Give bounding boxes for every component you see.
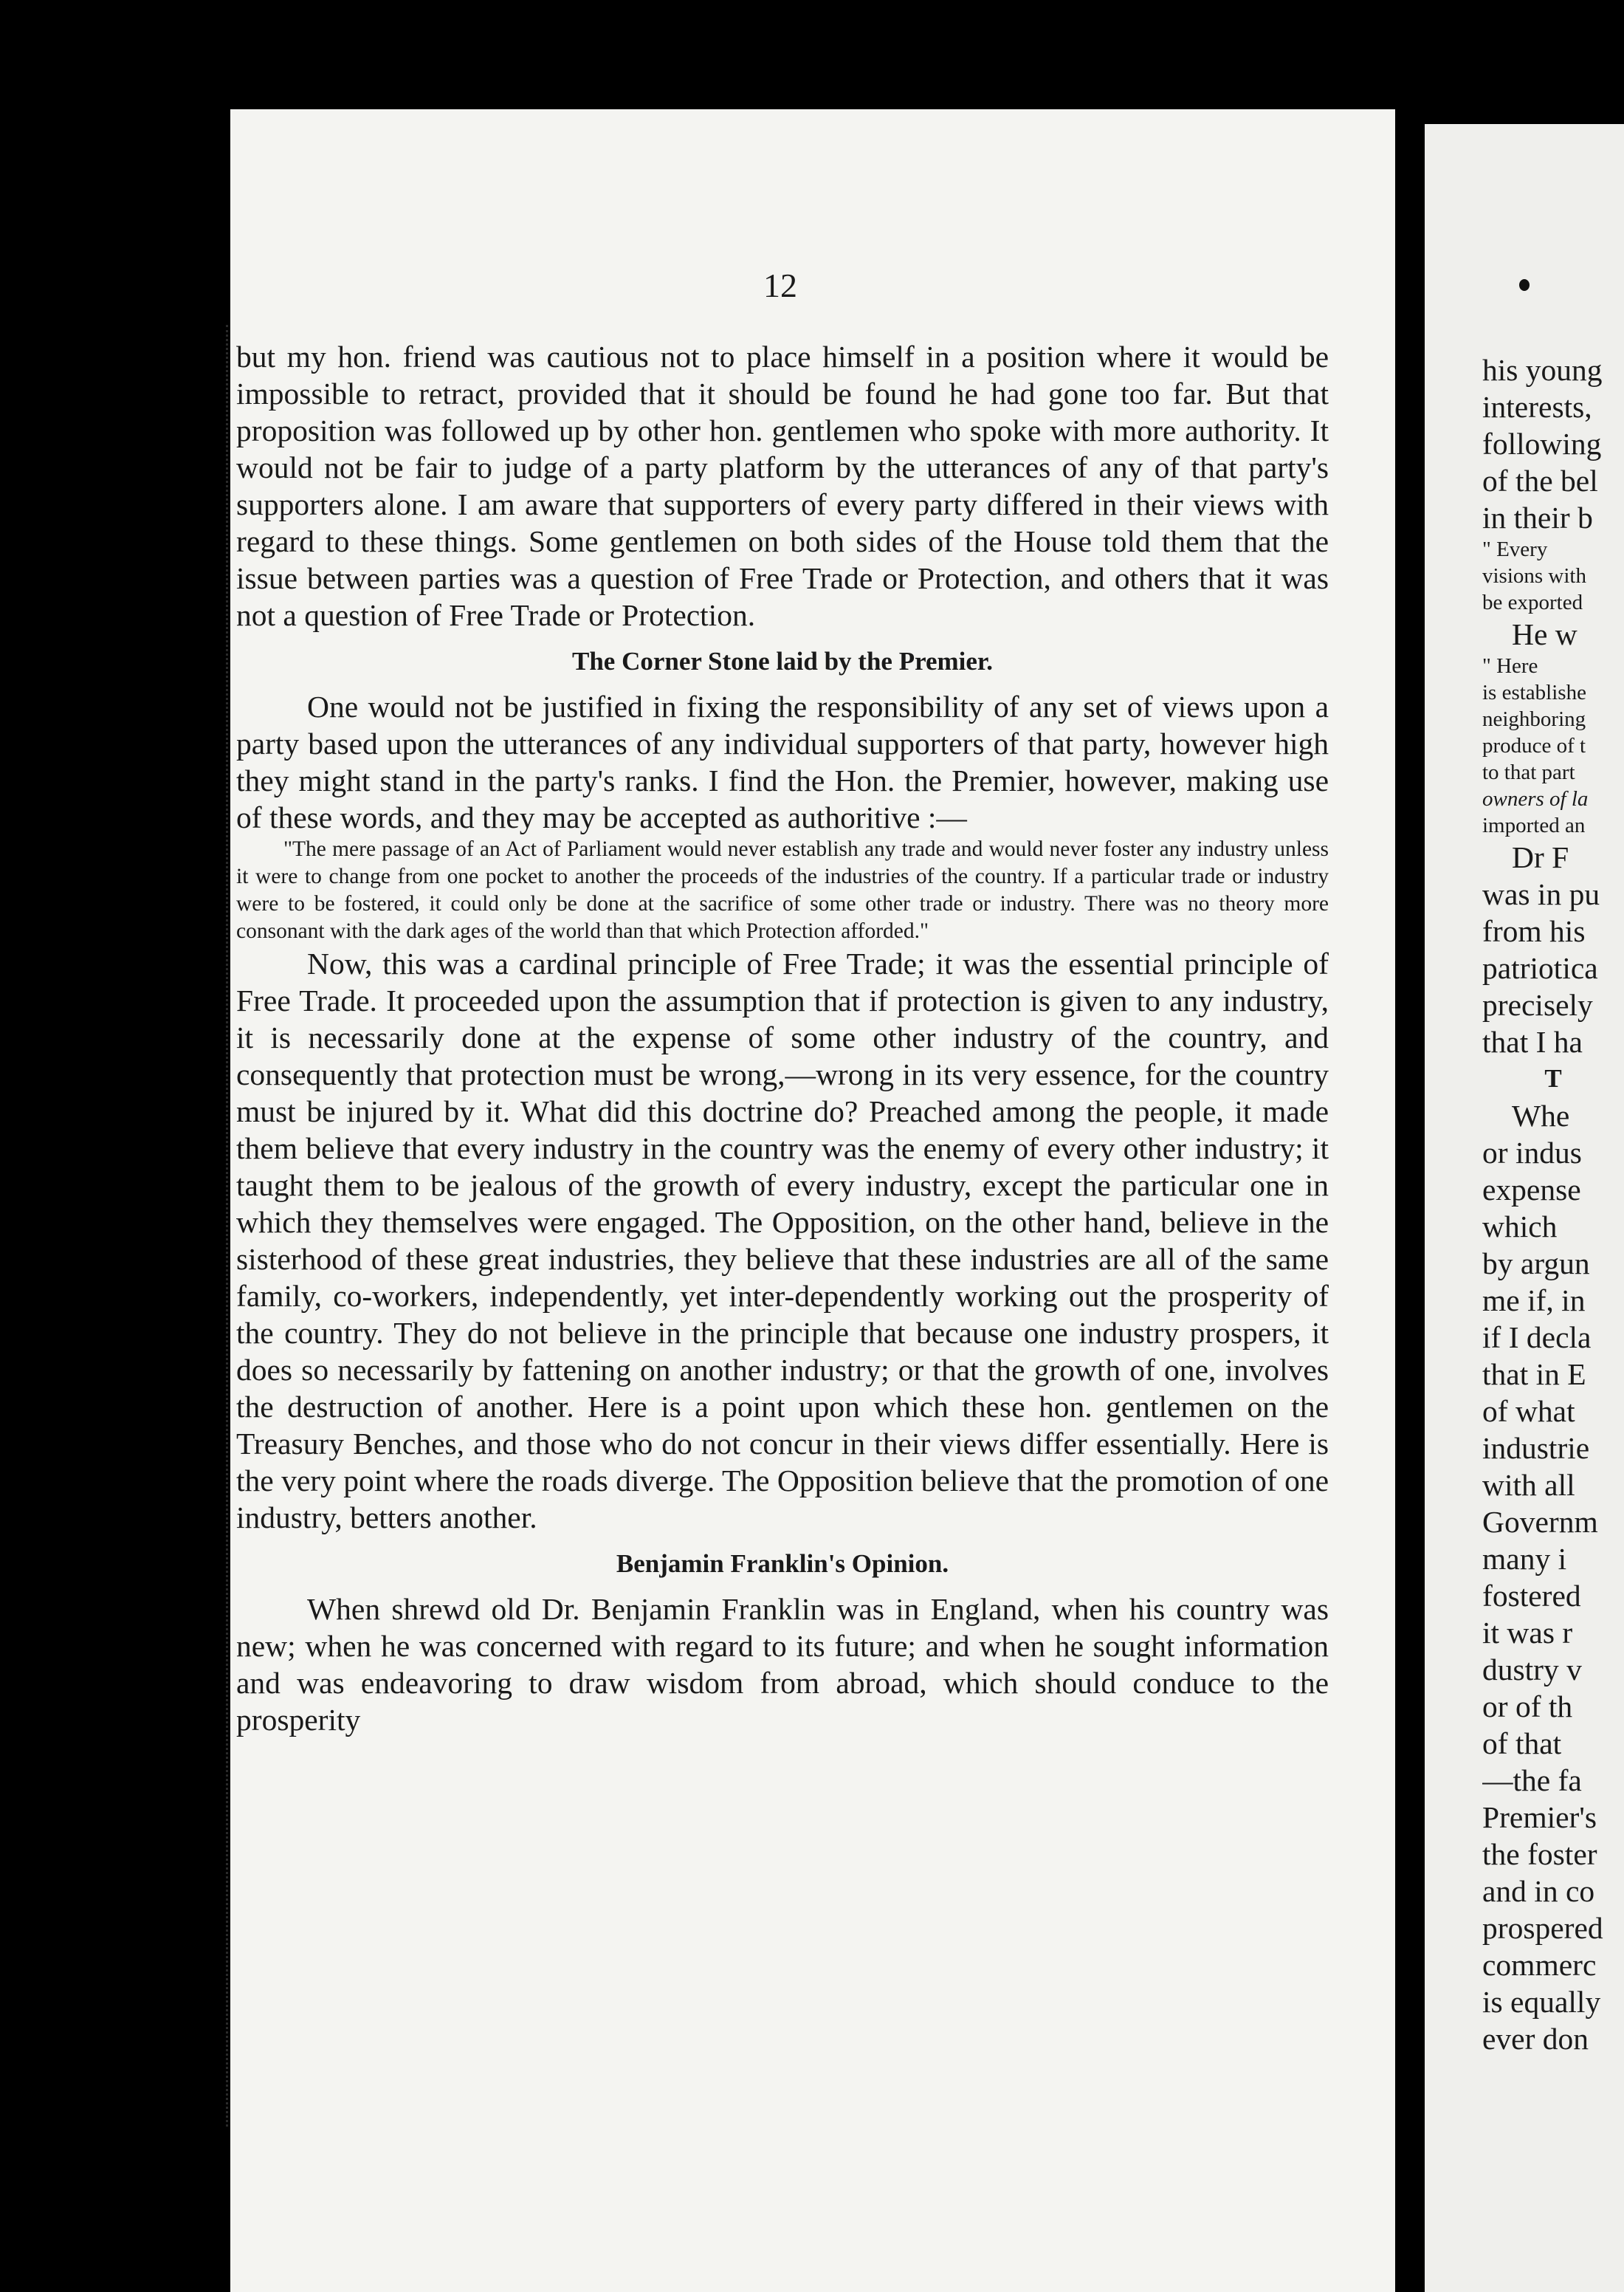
- right-line: following: [1482, 427, 1602, 461]
- right-small-line: produce of t: [1482, 734, 1586, 758]
- right-line: the foster: [1482, 1837, 1597, 1871]
- right-line: if I decla: [1482, 1320, 1592, 1354]
- right-line: in their b: [1482, 501, 1593, 535]
- right-line: or of th: [1482, 1689, 1573, 1723]
- right-line: industrie: [1482, 1431, 1590, 1465]
- right-small-line: is establishe: [1482, 681, 1586, 704]
- right-line: Premier's: [1482, 1800, 1597, 1834]
- premier-quote: "The mere passage of an Act of Parliament would never establish any trade and would never foster any industry unless it were to change from one pocket to another the proceeds of the industries of the country. If a particular trade or industry were to be fostered, it could only be done at the sacrifice of some other trade or industry. There was no theory more consonant with the dark ages of the world than that which Protection afforded.": [236, 837, 1329, 943]
- right-small-line: neighboring: [1482, 707, 1586, 731]
- right-line: prospered: [1482, 1911, 1603, 1945]
- right-line: ever don: [1482, 2022, 1589, 2056]
- right-line: is equally: [1482, 1985, 1601, 2019]
- right-line: it was r: [1482, 1616, 1573, 1650]
- section-heading-corner-stone: The Corner Stone laid by the Premier.: [571, 647, 993, 676]
- right-small-line: owners of la: [1482, 787, 1589, 811]
- right-line: me if, in: [1482, 1283, 1586, 1317]
- left-page-text: [236, 338, 1329, 1738]
- right-line: of that: [1482, 1726, 1562, 1760]
- right-line: fostered: [1482, 1579, 1581, 1613]
- right-line: Whe: [1512, 1099, 1570, 1133]
- right-line: from his: [1482, 914, 1586, 948]
- right-line: that I ha: [1482, 1025, 1583, 1059]
- right-line: Governm: [1482, 1505, 1598, 1539]
- right-line: precisely: [1482, 988, 1593, 1022]
- paragraph-3: Now, this was a cardinal principle of Free Trade; it was the essential principle of Free Trade. It proceeded upon the assumption that if protection is given to any industry, it is necessarily done at the expense of some other industry of the country, and consequently that protection must be wrong,—wrong in its very essence, for the country must be injured by it. What did this doctrine do? Preached among the people, it made them believe that every industry in the country was the enemy of every other industry; it taught them to be jealous of the growth of every industry, except the particular one in which they themselves were engaged. The Opposition, on the other hand, believe in the sisterhood of these great industries, they believe that these industries are all of the same family, co-workers, independently, yet inter-dependently working out the prosperity of the country. They do not believe in the principle that because one industry prospers, it does so necessarily by fattening on another industry; or that the growth of one, involves the destruction of another. Here is a point upon which these hon. gentlemen on the Treasury Benches, and those who do not concur in their views differ essentially. Here is the very point where the roads diverge. The Opposition believe that the promotion of one industry, betters another.: [236, 947, 1329, 1534]
- right-small-line: visions with: [1482, 564, 1586, 588]
- right-line: which: [1482, 1210, 1558, 1243]
- right-line: —the fa: [1482, 1763, 1582, 1797]
- paragraph-4: When shrewd old Dr. Benjamin Franklin was in England, when his country was new; when he was concerned with regard to its future; and when he sought information and was endeavoring to draw wisdom from abroad, which should conduce to the prosperity: [236, 1592, 1329, 1737]
- right-page-text: [1482, 351, 1624, 2057]
- right-small-line: " Here: [1482, 654, 1538, 678]
- right-line: interests,: [1482, 390, 1592, 424]
- paragraph-1: but my hon. friend was cautious not to place himself in a position where it would be impossible to retract, provided that it should be found he had gone too far. But that proposition was followed up by other hon. gentlemen who spoke with more authority. It would not be fair to judge of a party platform by the utterances of any of that party's supporters alone. I am aware that supporters of every party differed in their views with regard to these things. Some gentlemen on both sides of the House told them that the issue between parties was a question of Free Trade or Protection, and others that it was not a question of Free Trade or Protection.: [236, 340, 1329, 632]
- section-heading-franklin: Benjamin Franklin's Opinion.: [616, 1549, 949, 1578]
- ink-blot: [1519, 279, 1530, 291]
- paragraph-2: One would not be justified in fixing the responsibility of any set of views upon a party based upon the utterances of any individual supporters of that party, however high they might stand in the party's ranks. I find the Hon. the Premier, however, making use of these words, and they may be accepted as authoritive :—: [236, 690, 1329, 834]
- right-line: and in co: [1482, 1874, 1595, 1908]
- right-small-line: imported an: [1482, 814, 1586, 837]
- right-line: many i: [1482, 1542, 1567, 1576]
- right-heading: T: [1544, 1064, 1562, 1093]
- book-spine: [1395, 109, 1425, 2292]
- right-line: patrioticа: [1482, 951, 1598, 985]
- right-line: that in E: [1482, 1357, 1586, 1391]
- right-line: of the bel: [1482, 464, 1598, 498]
- right-small-line: to that part: [1482, 761, 1575, 784]
- right-line: commerc: [1482, 1948, 1597, 1982]
- right-line: of what: [1482, 1394, 1575, 1428]
- page-number: 12: [763, 267, 797, 304]
- right-line: dustry v: [1482, 1653, 1582, 1687]
- right-line: Dr F: [1512, 840, 1569, 874]
- right-line: was in pu: [1482, 877, 1600, 911]
- right-line: with all: [1482, 1468, 1575, 1502]
- right-line: or indus: [1482, 1136, 1582, 1170]
- right-line: expense: [1482, 1173, 1581, 1207]
- right-small-line: " Every: [1482, 538, 1548, 561]
- right-small-line: be exported: [1482, 591, 1583, 614]
- right-line: his young: [1482, 353, 1603, 387]
- right-line: He w: [1512, 617, 1577, 651]
- right-line: by argun: [1482, 1246, 1590, 1280]
